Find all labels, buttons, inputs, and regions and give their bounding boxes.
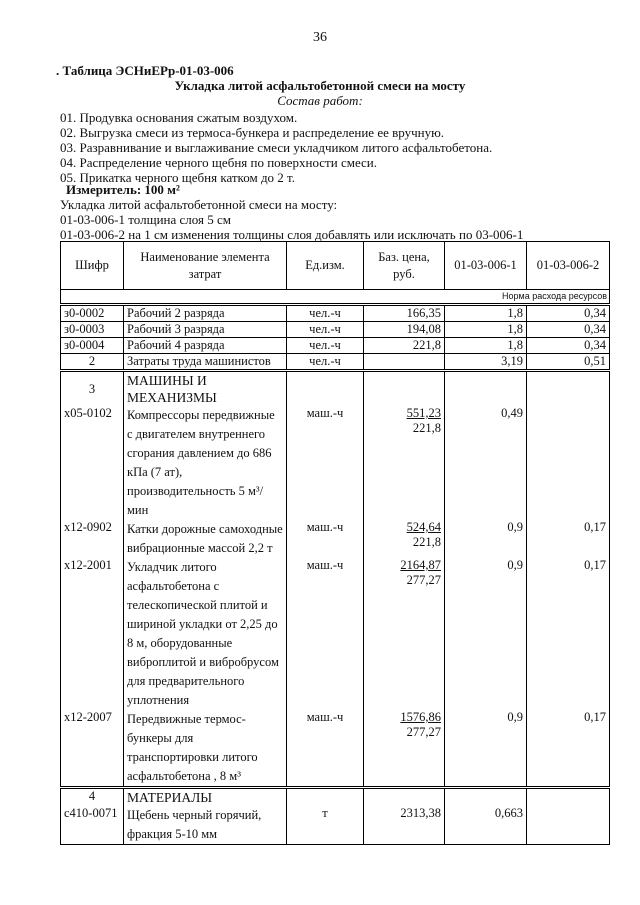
cell-norm-1: 1,8 <box>445 305 527 322</box>
cell-norm-2 <box>527 406 610 520</box>
cell-unit: чел.-ч <box>287 322 364 338</box>
norm-label-row <box>61 290 610 305</box>
cell-name: Рабочий 3 разряда <box>124 322 287 338</box>
price-sub: 221,8 <box>412 421 441 435</box>
section-code: 4 <box>61 788 124 807</box>
price-main: 551,23 <box>406 406 441 420</box>
cell-unit: чел.-ч <box>287 305 364 322</box>
machinist-row <box>61 354 610 371</box>
cell-unit: маш.-ч <box>287 710 364 788</box>
price-sub: 277,27 <box>406 725 441 739</box>
section-row-machines <box>61 371 610 407</box>
cell-unit: т <box>287 806 364 845</box>
table-row <box>61 406 610 520</box>
cell-price <box>364 558 445 710</box>
cell-code: х12-0902 <box>61 520 124 558</box>
cell-norm-1: 1,8 <box>445 322 527 338</box>
cell-norm-1: 0,663 <box>445 806 527 845</box>
work-item: 03. Разравнивание и выглаживание смеси укладчиком литого асфальтобетона. <box>60 140 493 155</box>
section-row-materials <box>61 788 610 807</box>
cell-norm-1: 0,9 <box>445 710 527 788</box>
meter-line: Измеритель: 100 м² <box>66 182 180 197</box>
cell-code: з0-0004 <box>61 338 124 354</box>
work-item: 01. Продувка основания сжатым воздухом. <box>60 110 298 125</box>
price-main: 2164,87 <box>400 558 441 572</box>
work-composition-heading: Состав работ: <box>277 93 363 108</box>
cell-code: х12-2007 <box>61 710 124 788</box>
cell-name: Затраты труда машинистов <box>124 354 287 371</box>
cell-price <box>364 354 445 371</box>
description-block <box>60 197 523 242</box>
cell-unit: маш.-ч <box>287 520 364 558</box>
cell-norm-2 <box>527 806 610 845</box>
cell-price <box>364 710 445 788</box>
cell-code: с410-0071 <box>61 806 124 845</box>
table-row <box>61 710 610 788</box>
header-unit: Ед.изм. <box>287 242 364 290</box>
page-number: 36 <box>313 30 327 45</box>
price-sub: 277,27 <box>406 573 441 587</box>
section-title: МАШИНЫ И МЕХАНИЗМЫ <box>124 371 287 407</box>
cell-price: 194,08 <box>364 322 445 338</box>
header-col1: 01-03-006-1 <box>445 242 527 290</box>
cell-norm-2: 0,34 <box>527 322 610 338</box>
cell-name: Укладчик литого асфальтобетона с телескопической плитой и шириной укладки от 2,25 до 8 м, оборудованные виброплитой и вибробрусом для предварительного уплотнения <box>124 558 287 710</box>
work-item: 02. Выгрузка смеси из термоса-бункера и распределение ее вручную. <box>60 125 445 140</box>
work-item: 05. Прикатка черного щебня катком до 2 т. <box>60 170 296 185</box>
cell-name: Рабочий 4 разряда <box>124 338 287 354</box>
cell-norm-2: 0,17 <box>527 558 610 710</box>
table-row <box>61 520 610 558</box>
cell-norm-2: 0,17 <box>527 710 610 788</box>
work-item: 04. Распределение черного щебня по поверхности смеси. <box>60 155 378 170</box>
cell-norm-1: 3,19 <box>445 354 527 371</box>
cell-name: Катки дорожные самоходные вибрационные массой 2,2 т <box>124 520 287 558</box>
price-sub: 221,8 <box>412 535 441 549</box>
cell-price <box>364 406 445 520</box>
description-line: 01-03-006-1 толщина слоя 5 см <box>60 212 231 227</box>
cell-norm-1: 0,49 <box>445 406 527 520</box>
cell-norm-2: 0,34 <box>527 338 610 354</box>
cell-norm-2: 0,34 <box>527 305 610 322</box>
header-price: Баз. цена, руб. <box>364 242 445 290</box>
table-header-row <box>61 242 610 290</box>
price-main: 524,64 <box>406 520 441 534</box>
description-line: 01-03-006-2 на 1 см изменения толщины слоя добавлять или исключать по 03-006-1 <box>60 227 524 242</box>
price-main: 1576,86 <box>400 710 441 724</box>
cell-unit: чел.-ч <box>287 354 364 371</box>
header-name: Наименование элемента затрат <box>124 242 287 290</box>
cell-code: х12-2001 <box>61 558 124 710</box>
cell-price: 221,8 <box>364 338 445 354</box>
cell-unit: маш.-ч <box>287 406 364 520</box>
norms-table <box>60 241 610 845</box>
section-code: 3 <box>61 371 124 407</box>
cell-price: 2313,38 <box>364 806 445 845</box>
cell-name: Рабочий 2 разряда <box>124 305 287 322</box>
header-code: Шифр <box>61 242 124 290</box>
cell-code: з0-0002 <box>61 305 124 322</box>
cell-unit: чел.-ч <box>287 338 364 354</box>
cell-norm-1: 1,8 <box>445 338 527 354</box>
table-row <box>61 322 610 338</box>
table-row <box>61 806 610 845</box>
section-title: МАТЕРИАЛЫ <box>124 788 287 807</box>
cell-price <box>364 520 445 558</box>
table-title: Укладка литой асфальтобетонной смеси на мосту <box>174 78 466 93</box>
table-id: . Таблица ЭСНиЕРр-01-03-006 <box>56 63 234 78</box>
cell-name: Компрессоры передвижные с двигателем внутреннего сгорания давлением до 686 кПа (7 ат), производительность 5 м³/мин <box>124 406 287 520</box>
cell-unit: маш.-ч <box>287 558 364 710</box>
cell-price: 166,35 <box>364 305 445 322</box>
work-composition-list <box>60 110 492 185</box>
header-col2: 01-03-006-2 <box>527 242 610 290</box>
norm-label: Норма расхода ресурсов <box>61 290 610 305</box>
cell-norm-1: 0,9 <box>445 558 527 710</box>
table-row <box>61 558 610 710</box>
cell-name: Передвижные термос-бункеры для транспортировки литого асфальтобетона , 8 м³ <box>124 710 287 788</box>
cell-norm-1: 0,9 <box>445 520 527 558</box>
description-line: Укладка литой асфальтобетонной смеси на мосту: <box>60 197 338 212</box>
cell-code: 2 <box>61 354 124 371</box>
cell-code: х05-0102 <box>61 406 124 520</box>
cell-name: Щебень черный горячий, фракция 5-10 мм <box>124 806 287 845</box>
table-row <box>61 338 610 354</box>
cell-code: з0-0003 <box>61 322 124 338</box>
cell-norm-2: 0,51 <box>527 354 610 371</box>
table-row <box>61 305 610 322</box>
cell-norm-2: 0,17 <box>527 520 610 558</box>
